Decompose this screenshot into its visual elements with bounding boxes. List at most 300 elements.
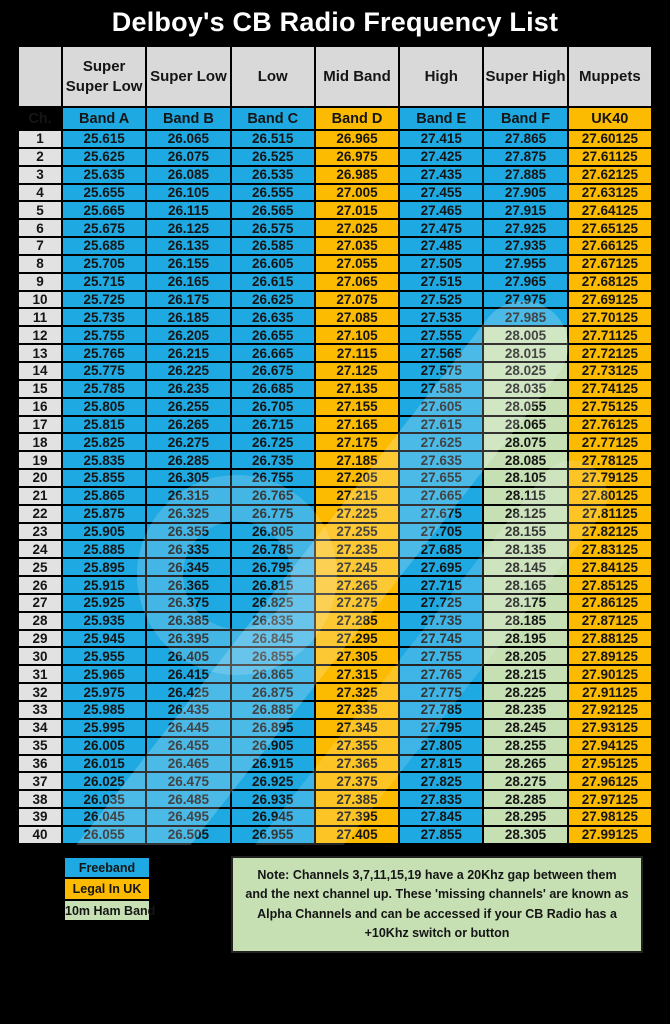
channel-number: 6 (18, 219, 62, 237)
table-header (18, 46, 652, 130)
frequency-cell: 27.705 (399, 523, 483, 541)
frequency-cell: 26.565 (231, 201, 315, 219)
frequency-cell: 27.955 (483, 255, 567, 273)
frequency-cell: 27.73125 (568, 362, 652, 380)
frequency-cell: 28.305 (483, 826, 567, 844)
channel-number: 36 (18, 755, 62, 773)
frequency-cell: 27.375 (315, 772, 399, 790)
frequency-cell: 27.525 (399, 291, 483, 309)
frequency-cell: 27.105 (315, 326, 399, 344)
frequency-cell: 26.585 (231, 237, 315, 255)
frequency-cell: 27.175 (315, 433, 399, 451)
frequency-cell: 25.895 (62, 558, 146, 576)
frequency-cell: 26.895 (231, 719, 315, 737)
frequency-cell: 26.665 (231, 344, 315, 362)
channel-number: 33 (18, 701, 62, 719)
frequency-cell: 27.225 (315, 505, 399, 523)
frequency-cell: 26.125 (146, 219, 230, 237)
table-row (18, 201, 652, 219)
table-row (18, 558, 652, 576)
frequency-cell: 25.825 (62, 433, 146, 451)
frequency-cell: 26.205 (146, 326, 230, 344)
group-header: Mid Band (315, 46, 399, 107)
frequency-cell: 26.355 (146, 523, 230, 541)
channel-number: 11 (18, 308, 62, 326)
frequency-cell: 27.605 (399, 398, 483, 416)
table-row (18, 737, 652, 755)
frequency-cell: 27.92125 (568, 701, 652, 719)
table-row (18, 630, 652, 648)
frequency-cell: 27.96125 (568, 772, 652, 790)
frequency-cell: 26.455 (146, 737, 230, 755)
frequency-cell: 27.66125 (568, 237, 652, 255)
frequency-cell: 28.105 (483, 469, 567, 487)
frequency-cell: 26.975 (315, 148, 399, 166)
frequency-cell: 27.71125 (568, 326, 652, 344)
frequency-cell: 26.215 (146, 344, 230, 362)
frequency-cell: 27.305 (315, 647, 399, 665)
frequency-cell: 26.535 (231, 166, 315, 184)
frequency-cell: 26.925 (231, 772, 315, 790)
frequency-cell: 27.205 (315, 469, 399, 487)
frequency-cell: 27.245 (315, 558, 399, 576)
frequency-cell: 26.505 (146, 826, 230, 844)
frequency-cell: 27.275 (315, 594, 399, 612)
frequency-cell: 28.005 (483, 326, 567, 344)
frequency-cell: 26.865 (231, 665, 315, 683)
frequency-cell: 28.115 (483, 487, 567, 505)
frequency-cell: 26.335 (146, 540, 230, 558)
frequency-cell: 27.985 (483, 308, 567, 326)
frequency-cell: 27.325 (315, 683, 399, 701)
frequency-cell: 26.115 (146, 201, 230, 219)
frequency-cell: 26.685 (231, 380, 315, 398)
frequency-cell: 27.485 (399, 237, 483, 255)
channel-number: 16 (18, 398, 62, 416)
frequency-cell: 27.435 (399, 166, 483, 184)
frequency-cell: 25.995 (62, 719, 146, 737)
frequency-cell: 27.78125 (568, 451, 652, 469)
corner-cell (18, 46, 62, 107)
frequency-cell: 27.89125 (568, 647, 652, 665)
channel-number: 26 (18, 576, 62, 594)
frequency-cell: 26.675 (231, 362, 315, 380)
channel-number: 1 (18, 130, 62, 148)
frequency-cell: 25.635 (62, 166, 146, 184)
frequency-cell: 26.955 (231, 826, 315, 844)
frequency-cell: 27.235 (315, 540, 399, 558)
frequency-cell: 25.805 (62, 398, 146, 416)
frequency-cell: 27.70125 (568, 308, 652, 326)
frequency-cell: 27.87125 (568, 612, 652, 630)
frequency-cell: 25.965 (62, 665, 146, 683)
frequency-cell: 28.075 (483, 433, 567, 451)
table-row (18, 344, 652, 362)
frequency-cell: 26.655 (231, 326, 315, 344)
frequency-cell: 26.175 (146, 291, 230, 309)
frequency-cell: 27.75125 (568, 398, 652, 416)
frequency-cell: 25.935 (62, 612, 146, 630)
table-row (18, 576, 652, 594)
frequency-cell: 26.285 (146, 451, 230, 469)
frequency-cell: 27.215 (315, 487, 399, 505)
frequency-cell: 28.205 (483, 647, 567, 665)
frequency-cell: 27.085 (315, 308, 399, 326)
frequency-cell: 25.885 (62, 540, 146, 558)
frequency-cell: 26.785 (231, 540, 315, 558)
channel-number: 37 (18, 772, 62, 790)
frequency-cell: 27.67125 (568, 255, 652, 273)
frequency-cell: 27.875 (483, 148, 567, 166)
frequency-cell: 27.065 (315, 273, 399, 291)
frequency-cell: 28.135 (483, 540, 567, 558)
frequency-cell: 28.085 (483, 451, 567, 469)
frequency-cell: 28.265 (483, 755, 567, 773)
frequency-cell: 25.755 (62, 326, 146, 344)
frequency-cell: 26.445 (146, 719, 230, 737)
frequency-cell: 26.805 (231, 523, 315, 541)
frequency-cell: 27.99125 (568, 826, 652, 844)
channel-number: 9 (18, 273, 62, 291)
table-row (18, 166, 652, 184)
frequency-cell: 27.735 (399, 612, 483, 630)
frequency-cell: 25.615 (62, 130, 146, 148)
channel-number: 23 (18, 523, 62, 541)
channel-number: 25 (18, 558, 62, 576)
frequency-cell: 26.525 (231, 148, 315, 166)
frequency-cell: 26.725 (231, 433, 315, 451)
frequency-cell: 26.345 (146, 558, 230, 576)
frequency-cell: 26.855 (231, 647, 315, 665)
frequency-cell: 26.875 (231, 683, 315, 701)
frequency-cell: 27.015 (315, 201, 399, 219)
frequency-cell: 25.655 (62, 184, 146, 202)
frequency-cell: 25.865 (62, 487, 146, 505)
frequency-cell: 27.405 (315, 826, 399, 844)
frequency-cell: 27.555 (399, 326, 483, 344)
frequency-cell: 26.765 (231, 487, 315, 505)
frequency-cell: 27.165 (315, 416, 399, 434)
channel-number: 17 (18, 416, 62, 434)
frequency-cell: 27.855 (399, 826, 483, 844)
note-box: Note: Channels 3,7,11,15,19 have a 20Khz gap between them and the next channel up. These 'missing channels' are known as Alpha Channels and can be accessed if your CB Radio has a +10Khz switch or button (231, 856, 643, 954)
table-row (18, 219, 652, 237)
frequency-cell: 25.735 (62, 308, 146, 326)
channel-number: 8 (18, 255, 62, 273)
frequency-cell: 26.825 (231, 594, 315, 612)
table-row (18, 808, 652, 826)
frequency-cell: 25.715 (62, 273, 146, 291)
frequency-cell: 26.735 (231, 451, 315, 469)
frequency-cell: 27.85125 (568, 576, 652, 594)
table-row (18, 291, 652, 309)
frequency-cell: 27.365 (315, 755, 399, 773)
frequency-cell: 26.985 (315, 166, 399, 184)
frequency-cell: 27.315 (315, 665, 399, 683)
group-header: Super High (483, 46, 567, 107)
frequency-cell: 27.135 (315, 380, 399, 398)
frequency-cell: 28.145 (483, 558, 567, 576)
frequency-cell: 25.675 (62, 219, 146, 237)
frequency-cell: 26.395 (146, 630, 230, 648)
frequency-cell: 27.025 (315, 219, 399, 237)
frequency-cell: 26.105 (146, 184, 230, 202)
frequency-cell: 27.925 (483, 219, 567, 237)
frequency-cell: 28.025 (483, 362, 567, 380)
channel-number: 40 (18, 826, 62, 844)
band-column-header: Band E (399, 107, 483, 130)
frequency-cell: 28.285 (483, 790, 567, 808)
table-row (18, 416, 652, 434)
frequency-cell: 27.905 (483, 184, 567, 202)
frequency-cell: 27.885 (483, 166, 567, 184)
table-row (18, 505, 652, 523)
group-header: Low (231, 46, 315, 107)
frequency-cell: 26.835 (231, 612, 315, 630)
table-row (18, 184, 652, 202)
frequency-cell: 27.63125 (568, 184, 652, 202)
frequency-cell: 28.125 (483, 505, 567, 523)
frequency-cell: 27.795 (399, 719, 483, 737)
channel-number: 3 (18, 166, 62, 184)
frequency-cell: 26.255 (146, 398, 230, 416)
frequency-cell: 27.935 (483, 237, 567, 255)
frequency-cell: 26.515 (231, 130, 315, 148)
frequency-cell: 27.845 (399, 808, 483, 826)
frequency-cell: 27.82125 (568, 523, 652, 541)
band-column-header: Band C (231, 107, 315, 130)
frequency-cell: 27.77125 (568, 433, 652, 451)
channel-number: 34 (18, 719, 62, 737)
channel-number: 24 (18, 540, 62, 558)
frequency-cell: 27.91125 (568, 683, 652, 701)
frequency-cell: 25.955 (62, 647, 146, 665)
frequency-cell: 25.665 (62, 201, 146, 219)
frequency-cell: 28.065 (483, 416, 567, 434)
frequency-cell: 25.875 (62, 505, 146, 523)
group-header: Super Low (146, 46, 230, 107)
frequency-cell: 27.765 (399, 665, 483, 683)
frequency-cell: 27.915 (483, 201, 567, 219)
frequency-cell: 25.835 (62, 451, 146, 469)
frequency-cell: 27.395 (315, 808, 399, 826)
frequency-cell: 27.83125 (568, 540, 652, 558)
frequency-cell: 27.965 (483, 273, 567, 291)
frequency-cell: 26.075 (146, 148, 230, 166)
channel-number: 28 (18, 612, 62, 630)
channel-number: 27 (18, 594, 62, 612)
frequency-cell: 26.915 (231, 755, 315, 773)
page-title: Delboy's CB Radio Frequency List (111, 7, 559, 37)
frequency-cell: 27.90125 (568, 665, 652, 683)
frequency-cell: 26.005 (62, 737, 146, 755)
frequency-cell: 27.575 (399, 362, 483, 380)
frequency-cell: 27.825 (399, 772, 483, 790)
table-row (18, 612, 652, 630)
frequency-cell: 26.905 (231, 737, 315, 755)
frequency-cell: 25.925 (62, 594, 146, 612)
frequency-cell: 26.715 (231, 416, 315, 434)
frequency-cell: 27.585 (399, 380, 483, 398)
channel-number: 29 (18, 630, 62, 648)
frequency-cell: 27.64125 (568, 201, 652, 219)
frequency-cell: 26.035 (62, 790, 146, 808)
frequency-cell: 26.575 (231, 219, 315, 237)
frequency-cell: 27.745 (399, 630, 483, 648)
frequency-table-container (17, 45, 653, 845)
frequency-cell: 27.675 (399, 505, 483, 523)
frequency-cell: 28.195 (483, 630, 567, 648)
frequency-cell: 27.345 (315, 719, 399, 737)
frequency-cell: 26.605 (231, 255, 315, 273)
frequency-cell: 25.945 (62, 630, 146, 648)
table-body (18, 130, 652, 844)
channel-number: 30 (18, 647, 62, 665)
frequency-cell: 26.475 (146, 772, 230, 790)
frequency-cell: 25.975 (62, 683, 146, 701)
table-row (18, 772, 652, 790)
table-row (18, 255, 652, 273)
frequency-cell: 27.185 (315, 451, 399, 469)
frequency-cell: 26.965 (315, 130, 399, 148)
channel-number: 18 (18, 433, 62, 451)
table-row (18, 487, 652, 505)
frequency-cell: 25.775 (62, 362, 146, 380)
band-column-header: Band F (483, 107, 567, 130)
frequency-cell: 27.62125 (568, 166, 652, 184)
frequency-cell: 26.705 (231, 398, 315, 416)
frequency-cell: 27.84125 (568, 558, 652, 576)
table-row (18, 523, 652, 541)
frequency-cell: 26.885 (231, 701, 315, 719)
frequency-cell: 26.315 (146, 487, 230, 505)
frequency-cell: 26.755 (231, 469, 315, 487)
frequency-cell: 27.80125 (568, 487, 652, 505)
frequency-cell: 27.475 (399, 219, 483, 237)
frequency-cell: 25.785 (62, 380, 146, 398)
channel-number: 21 (18, 487, 62, 505)
frequency-cell: 26.465 (146, 755, 230, 773)
channel-number: 5 (18, 201, 62, 219)
frequency-cell: 28.015 (483, 344, 567, 362)
frequency-cell: 26.935 (231, 790, 315, 808)
table-row (18, 701, 652, 719)
frequency-cell: 27.295 (315, 630, 399, 648)
frequency-cell: 25.685 (62, 237, 146, 255)
channel-number: 38 (18, 790, 62, 808)
table-row (18, 826, 652, 844)
frequency-cell: 26.945 (231, 808, 315, 826)
frequency-cell: 28.185 (483, 612, 567, 630)
legend (63, 856, 156, 923)
frequency-cell: 26.235 (146, 380, 230, 398)
legend-item: Legal In UK (64, 878, 150, 900)
table-row (18, 326, 652, 344)
frequency-cell: 27.805 (399, 737, 483, 755)
frequency-cell: 28.295 (483, 808, 567, 826)
frequency-cell: 27.685 (399, 540, 483, 558)
channel-number: 10 (18, 291, 62, 309)
frequency-cell: 25.815 (62, 416, 146, 434)
table-row (18, 237, 652, 255)
frequency-cell: 26.265 (146, 416, 230, 434)
channel-column-header: Ch. (18, 107, 62, 130)
frequency-cell: 27.775 (399, 683, 483, 701)
frequency-cell: 26.325 (146, 505, 230, 523)
group-header: High (399, 46, 483, 107)
frequency-cell: 25.915 (62, 576, 146, 594)
table-row (18, 308, 652, 326)
channel-number: 39 (18, 808, 62, 826)
frequency-cell: 27.785 (399, 701, 483, 719)
frequency-cell: 26.225 (146, 362, 230, 380)
frequency-cell: 27.075 (315, 291, 399, 309)
frequency-cell: 27.355 (315, 737, 399, 755)
frequency-cell: 27.95125 (568, 755, 652, 773)
frequency-cell: 25.905 (62, 523, 146, 541)
frequency-cell: 27.005 (315, 184, 399, 202)
frequency-cell: 26.795 (231, 558, 315, 576)
band-column-header: Band B (146, 107, 230, 130)
frequency-cell: 26.085 (146, 166, 230, 184)
frequency-cell: 26.275 (146, 433, 230, 451)
frequency-cell: 26.495 (146, 808, 230, 826)
frequency-cell: 28.275 (483, 772, 567, 790)
channel-number: 4 (18, 184, 62, 202)
frequency-cell: 28.175 (483, 594, 567, 612)
frequency-cell: 28.215 (483, 665, 567, 683)
frequency-cell: 26.025 (62, 772, 146, 790)
table-row (18, 362, 652, 380)
frequency-cell: 28.035 (483, 380, 567, 398)
table-row (18, 433, 652, 451)
frequency-cell: 26.775 (231, 505, 315, 523)
frequency-cell: 26.155 (146, 255, 230, 273)
frequency-cell: 26.305 (146, 469, 230, 487)
frequency-cell: 25.765 (62, 344, 146, 362)
table-row (18, 451, 652, 469)
frequency-cell: 28.225 (483, 683, 567, 701)
frequency-cell: 27.79125 (568, 469, 652, 487)
frequency-cell: 27.725 (399, 594, 483, 612)
frequency-cell: 27.385 (315, 790, 399, 808)
frequency-cell: 28.255 (483, 737, 567, 755)
frequency-cell: 26.415 (146, 665, 230, 683)
frequency-cell: 28.155 (483, 523, 567, 541)
frequency-cell: 27.615 (399, 416, 483, 434)
frequency-cell: 27.76125 (568, 416, 652, 434)
frequency-cell: 26.165 (146, 273, 230, 291)
channel-number: 32 (18, 683, 62, 701)
frequency-cell: 28.055 (483, 398, 567, 416)
legend-item: Freeband (64, 857, 150, 879)
frequency-cell: 27.035 (315, 237, 399, 255)
channel-number: 22 (18, 505, 62, 523)
table-row (18, 469, 652, 487)
table-row (18, 719, 652, 737)
frequency-cell: 26.845 (231, 630, 315, 648)
group-header: Muppets (568, 46, 652, 107)
frequency-cell: 27.115 (315, 344, 399, 362)
frequency-cell: 28.165 (483, 576, 567, 594)
band-column-header: Band D (315, 107, 399, 130)
table-row (18, 148, 652, 166)
frequency-cell: 26.385 (146, 612, 230, 630)
table-row (18, 130, 652, 148)
frequency-cell: 27.285 (315, 612, 399, 630)
frequency-cell: 27.74125 (568, 380, 652, 398)
channel-number: 12 (18, 326, 62, 344)
